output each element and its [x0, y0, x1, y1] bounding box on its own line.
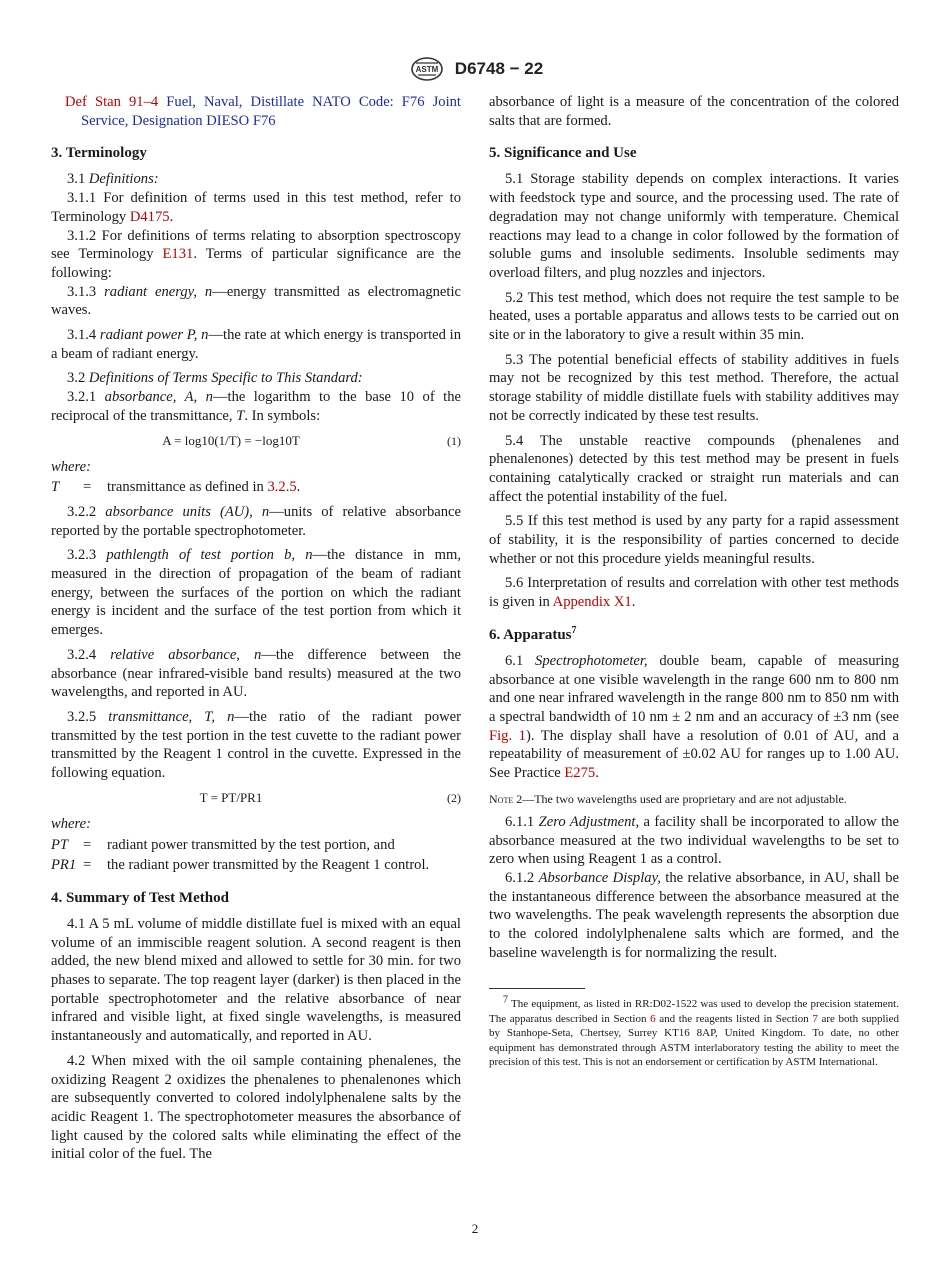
para-3-2-2: 3.2.2 absorbance units (AU), n—units of relative absorbance reported by the portable spectrophotometer. [51, 503, 462, 539]
para-3-1: 3.1 Definitions: [67, 171, 159, 188]
para-6-1-2: 6.1.2 Absorbance Display, the relative absorbance, in AU, shall be the instantaneous difference between the absorbance measured at the two wavelengths. The peak wavelength represents the absorption due to the colored indolylphenalene salts which are formed, and the baseline wavelength is for normalizing the result. [489, 869, 899, 961]
para-5-1: 5.1 Storage stability depends on complex interactions. It varies with feedstock type and source, and the processing used. The rate of degradation may not change uniformly with temperature. Chemical reactions may lead to a change in color followed by the formation of soluble gums and insoluble sediments. Insoluble sediments may overload filters, and plug nozzles and injectors. [489, 171, 899, 281]
para-3-1-1: 3.1.1 For definition of terms used in this test method, refer to Terminology D4175. [51, 190, 461, 225]
e275-link[interactable]: E275 [564, 765, 596, 782]
para-5-2: 5.2 This test method, which does not require the test sample to be heated, uses a portable apparatus and allows tests to be carried out on site or in the laboratory to give a result within 35 min. [489, 289, 899, 344]
footnote-divider [489, 988, 585, 989]
page-header [0, 56, 950, 82]
ref-code-link[interactable]: Def Stan 91–4 [65, 94, 159, 110]
para-4-2: 4.2 When mixed with the oil sample containing phenalenes, the oxidizing Reagent 2 oxidizes the phenalenes to phenalenones which are subsequently converted to colored indolylphenalene salts by the acidic Reagent 1. The spectrophotometer measures the absorbance of light caused by the colored salts while eliminating the effect of the initial color of the fuel. The [51, 1052, 461, 1163]
section-4-heading: 4. Summary of Test Method [51, 889, 229, 906]
fig-1-link[interactable]: Fig. 1 [489, 727, 526, 744]
standard-designation: D6748 − 22 [454, 59, 544, 78]
e131-link[interactable]: E131 [162, 246, 194, 263]
equation-2 [51, 787, 461, 809]
para-3-2-5: 3.2.5 transmittance, T, n—the ratio of the radiant power transmitted by the test portion in the test cuvette to the radiant power transmitted by the Reagent 1 control in the cuvette. Expressed in the following equation. [51, 708, 461, 782]
para-6-1: 6.1 Spectrophotometer, double beam, capable of measuring absorbance at one visible wavelength in the range 600 nm to 800 nm and one near infrared wavelength in the range 800 nm to 850 nm with a spectral bandwidth of 10 nm ± 2 nm and an accuracy of ±3 nm (see Fig. 1). The display shall have a resolution of 0.01 of AU, and a repeatability of measurement of ±0.02 AU for ranges up to 1.00 AU. See Practice E275. [489, 652, 899, 782]
para-5-3: 5.3 The potential beneficial effects of stability additives in fuels may not be recognized by this test method. Therefore, the actual storage stability of middle distillate fuels with stability additives may not be correctly indicated by these test results. [489, 351, 899, 424]
page-number: 2 [471, 1221, 479, 1236]
equation-2-body: T = PT/PR1 [199, 789, 263, 805]
equation-1-body: A = log10(1/T) = −log10T [162, 432, 300, 448]
right-column [489, 93, 899, 1069]
where-label-2: where: [51, 815, 91, 832]
para-3-2-3: 3.2.3 pathlength of test portion b, n—the distance in mm, measured in the direction of propagation of the beam of radiant energy, between the surfaces of the portion on which the radiant energy is incident and the surface of the test portion from which it emerges. [51, 547, 461, 639]
equation-1-number: (1) [447, 433, 461, 448]
astm-logo-icon [407, 56, 447, 82]
section-3-heading: 3. Terminology [51, 145, 147, 162]
para-6-1-1: 6.1.1 Zero Adjustment, a facility shall be incorporated to allow the absorbance measured at the two individual wavelengths to be set to zero when using Reagent 1 as a control. [489, 813, 899, 868]
para-3-1-4: 3.1.4 radiant power P, n—the rate at which energy is transported in a beam of radiant energy. [51, 327, 461, 362]
para-3-2-4: 3.2.4 relative absorbance, n—the difference between the absorbance (near infrared-visible band results) measured at the two wavelengths, and reported in AU. [51, 646, 461, 701]
definition-pr1: PR1 = the radiant power transmitted by the Reagent 1 control. [51, 857, 430, 874]
section-7-link[interactable]: 7 [812, 1012, 818, 1025]
footnote-7-marker[interactable]: 7 [571, 624, 577, 636]
para-3-2-1: 3.2.1 absorbance, A, n—the logarithm to the base 10 of the reciprocal of the transmittance, T. In symbols: [51, 389, 461, 424]
equation-1 [51, 430, 461, 452]
ref-title: Fuel, Naval, Distillate NATO Code: F76 Joint Service, Designation DIESO F76 [81, 94, 461, 129]
para-4-2-continued: absorbance of light is a measure of the concentration of the colored salts that are formed. [489, 94, 899, 129]
appendix-x1-link[interactable]: Appendix X1 [552, 594, 632, 611]
section-6-link[interactable]: 6 [650, 1012, 656, 1025]
para-3-1-2: 3.1.2 For definitions of terms relating to absorption spectroscopy see Terminology E131. Terms of particular significance are the following: [51, 227, 461, 281]
para-3-1-3: 3.1.3 radiant energy, n—energy transmitted as electromagnetic waves. [51, 283, 461, 319]
para-5-5: 5.5 If this test method is used by any party for a rapid assessment of stability, it is the responsibility of parties concerned to decide whether or not this procedure yields meaningful results. [489, 513, 899, 567]
section-6-heading: 6. Apparatus$^7$ [489, 624, 577, 643]
equation-2-number: (2) [447, 790, 461, 805]
svg-text:ASTM: ASTM [415, 65, 439, 74]
section-5-heading: 5. Significance and Use [489, 145, 637, 162]
definition-pt: PT = radiant power transmitted by the test portion, and [51, 836, 395, 853]
where-label-1: where: [51, 458, 91, 475]
para-3-2: 3.2 Definitions of Terms Specific to This Standard: [67, 370, 363, 387]
para-4-1: 4.1 A 5 mL volume of middle distillate fuel is mixed with an equal volume of an immiscible reagent solution. A second reagent is then added, the new blend mixed and allowed to settle for 30 min. for two phases to separate. The top reagent layer (darker) is then placed in the portable spectrophotometer and the relative absorbance of near infrared and visible light, at fixed single wavelengths, is measured instantaneously and automatically, and reported in AU. [51, 915, 461, 1045]
referenced-document [51, 93, 461, 130]
link-3-2-5[interactable]: 3.2.5 [267, 479, 297, 496]
para-5-4: 5.4 The unstable reactive compounds (phenalenes and phenalenones) detected by this test method may be present in fuels containing catalytically cracked or straight run materials and can affect the potential instability of the fuel. [489, 432, 899, 505]
definition-t: T = transmittance as defined in 3.2.5. [51, 479, 301, 496]
footnote-7: $^7$ The equipment, as listed in RR:D02-1522 was used to develop the precision statement. The apparatus described in Section 6 and the reagents listed in Section 7 are both supplied by Stanhope-Seta, Chertsey, Surrey KT16 8AP, United Kingdom. To date, no other equipment has demonstrated through ASTM interlaboratory testing the ability to meet the precision of this test. This is not an endorsement or certification by ASTM International. [489, 994, 899, 1069]
d4175-link[interactable]: D4175 [129, 208, 170, 225]
left-column [51, 93, 461, 1164]
note-2: Note 2—The two wavelengths used are proprietary and are not adjustable. [489, 791, 847, 806]
para-5-6: 5.6 Interpretation of results and correlation with other test methods is given in Appendix X1. [489, 575, 899, 611]
